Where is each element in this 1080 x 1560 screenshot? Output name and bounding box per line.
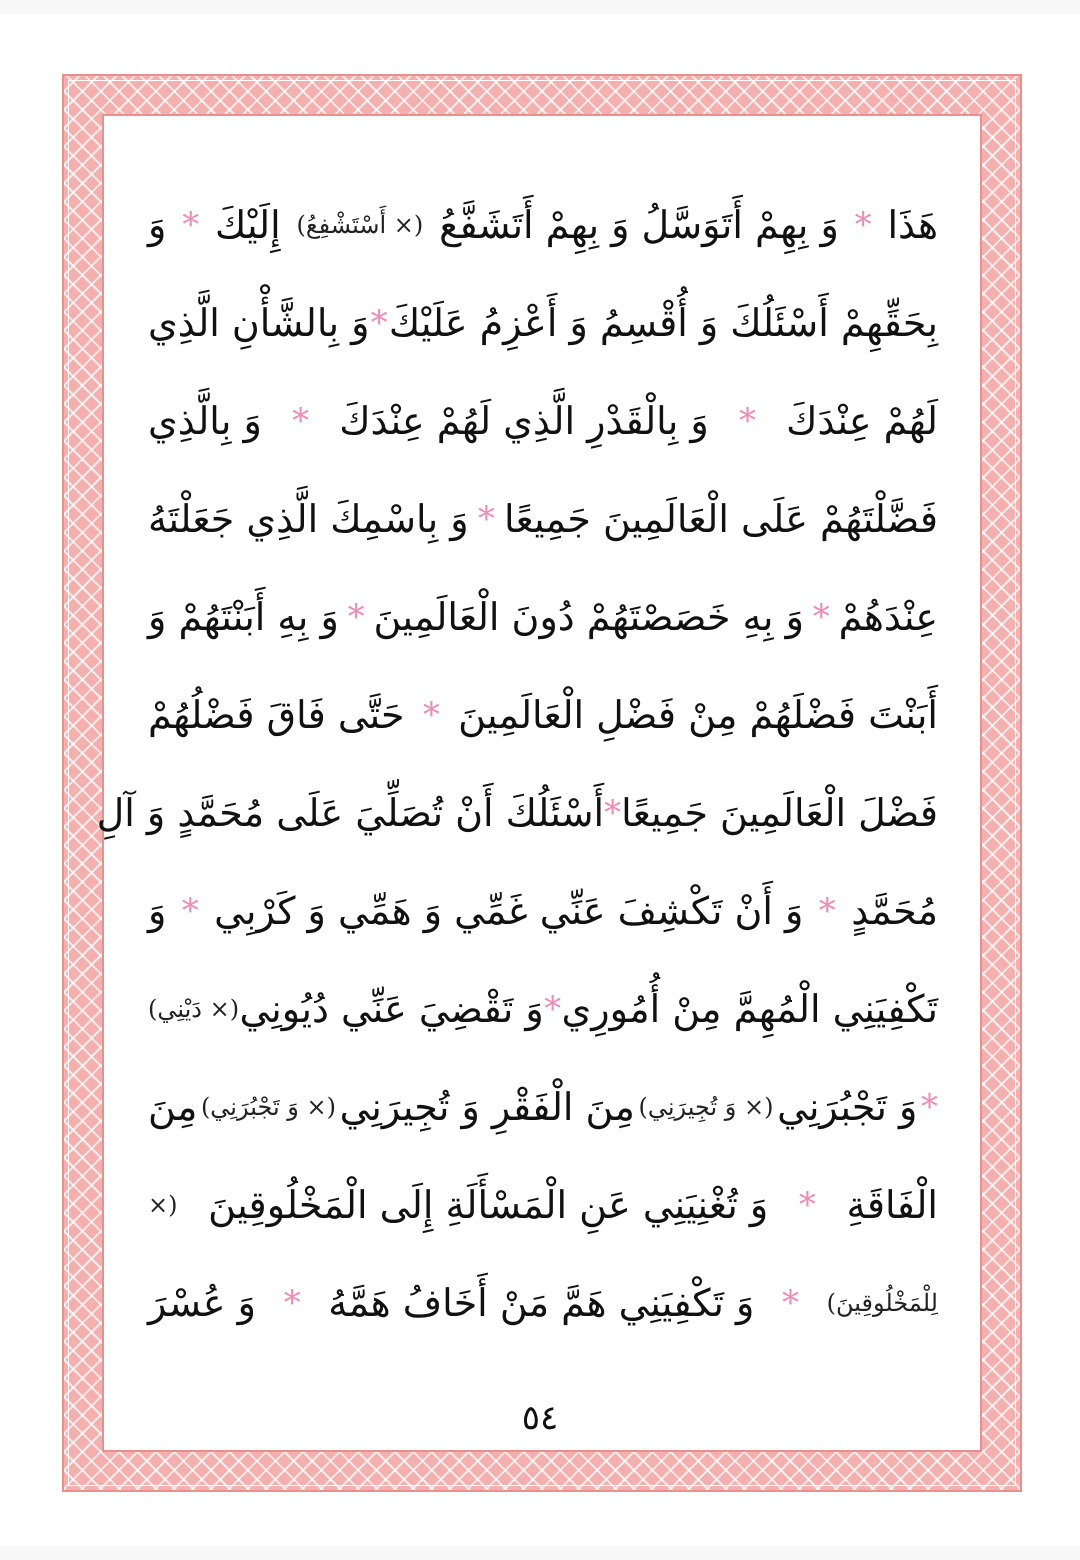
asterisk-separator-icon: *	[283, 1283, 301, 1323]
asterisk-separator-icon: *	[422, 695, 440, 735]
asterisk-separator-icon: *	[798, 1185, 816, 1225]
asterisk-separator-icon: *	[544, 989, 562, 1029]
text-segment: أَبَنْتَ فَضْلَهُمْ مِنْ فَضْلِ الْعَالَمِينَ	[458, 693, 938, 737]
text-segment: إِلَيْكَ	[215, 203, 281, 247]
text-line	[148, 176, 938, 274]
text-segment: وَ	[148, 889, 167, 933]
text-segment: وَ بِالَّذِي	[148, 399, 262, 443]
page	[0, 14, 1080, 1546]
text-segment: بِحَقِّهِمْ أَسْئَلُكَ وَ أُقْسِمُ وَ أَعْزِمُ عَلَيْكَ	[388, 301, 938, 345]
page-number: ٥٤	[521, 1398, 559, 1438]
variant-note: (× أَسْتَشْفِعُ)	[296, 211, 424, 239]
text-segment: تَكْفِيَنِي الْمُهِمَّ مِنْ أُمُورِي	[561, 987, 938, 1031]
text-line	[148, 372, 938, 470]
text-segment: مِنَ الْفَقْرِ وَ تُجِيرَنِي	[339, 1085, 635, 1129]
asterisk-separator-icon: *	[181, 891, 199, 931]
text-segment: وَ تَقْضِيَ عَنِّي دُيُونِي	[239, 987, 544, 1031]
text-segment: وَ	[148, 203, 167, 247]
text-line	[96, 764, 938, 862]
text-segment: حَتَّى فَاقَ فَضْلُهُمْ	[148, 693, 405, 737]
text-line	[148, 960, 938, 1058]
text-segment: وَ بِالْقَدْرِ الَّذِي لَهُمْ عِنْدَكَ	[339, 399, 709, 443]
variant-note: (× وَ تُجِيرَنِي)	[638, 1093, 774, 1121]
text-segment: وَ بِاسْمِكَ الَّذِي جَعَلْتَهُ	[148, 497, 469, 541]
asterisk-separator-icon: *	[854, 205, 872, 245]
text-segment: لَهُمْ عِنْدَكَ	[786, 399, 938, 443]
text-segment: وَ عُسْرَ	[148, 1281, 257, 1325]
text-segment: وَ تَجْبُرَنِي	[777, 1085, 918, 1129]
text-line	[148, 470, 938, 568]
variant-note: (× دَيْنِي)	[148, 995, 240, 1023]
text-segment: وَ بِهِمْ أَتَوَسَّلُ وَ بِهِمْ أَتَشَفَّعُ	[439, 203, 839, 247]
text-segment: فَضْلَ الْعَالَمِينَ جَمِيعًا	[621, 791, 938, 835]
text-segment: مِنَ	[148, 1085, 198, 1129]
asterisk-separator-icon: *	[370, 303, 388, 343]
text-segment: وَ تُغْنِيَنِي عَنِ الْمَسْأَلَةِ إِلَى الْمَخْلُوقِينَ	[208, 1183, 769, 1227]
text-line	[148, 1254, 938, 1352]
text-segment: الْفَاقَةِ	[846, 1183, 938, 1227]
asterisk-separator-icon: *	[477, 499, 495, 539]
asterisk-separator-icon: *	[292, 401, 310, 441]
asterisk-separator-icon: *	[812, 597, 830, 637]
asterisk-separator-icon: *	[182, 205, 200, 245]
text-segment: أَسْئَلُكَ أَنْ تُصَلِّيَ عَلَى مُحَمَّدٍ وَ آلِ	[96, 791, 605, 835]
asterisk-separator-icon: *	[738, 401, 756, 441]
text-segment: هَذَا	[887, 203, 938, 247]
asterisk-separator-icon: *	[818, 891, 836, 931]
text-segment: مُحَمَّدٍ	[851, 889, 938, 933]
variant-note: لِلْمَخْلُوقِينَ)	[826, 1289, 938, 1317]
text-segment: عِنْدَهُمْ	[838, 595, 938, 639]
asterisk-separator-icon: *	[604, 793, 622, 833]
text-segment: وَ تَكْفِيَنِي هَمَّ مَنْ أَخَافُ هَمَّهُ	[328, 1281, 755, 1325]
text-segment: فَضَّلْتَهُمْ عَلَى الْعَالَمِينَ جَمِيعًا	[504, 497, 938, 541]
prayer-text	[96, 176, 938, 1352]
asterisk-separator-icon: *	[347, 597, 365, 637]
variant-note: (× وَ تَجْبُرَنِي)	[200, 1093, 336, 1121]
text-segment: وَ بِهِ أَبَنْتَهُمْ وَ	[148, 595, 339, 639]
text-segment: وَ بِالشَّأْنِ الَّذِي	[148, 301, 370, 345]
text-line	[148, 1058, 938, 1156]
text-line	[148, 1156, 938, 1254]
text-line	[148, 274, 938, 372]
text-line	[148, 862, 938, 960]
text-segment: وَ أَنْ تَكْشِفَ عَنِّي غَمِّي وَ هَمِّي وَ كَرْبِي	[214, 889, 804, 933]
text-line	[148, 666, 938, 764]
asterisk-separator-icon: *	[782, 1283, 800, 1323]
asterisk-separator-icon: *	[921, 1087, 938, 1127]
variant-note: (×	[148, 1191, 178, 1219]
text-segment: وَ بِهِ خَصَصْتَهُمْ دُونَ الْعَالَمِينَ	[373, 595, 804, 639]
text-line	[148, 568, 938, 666]
